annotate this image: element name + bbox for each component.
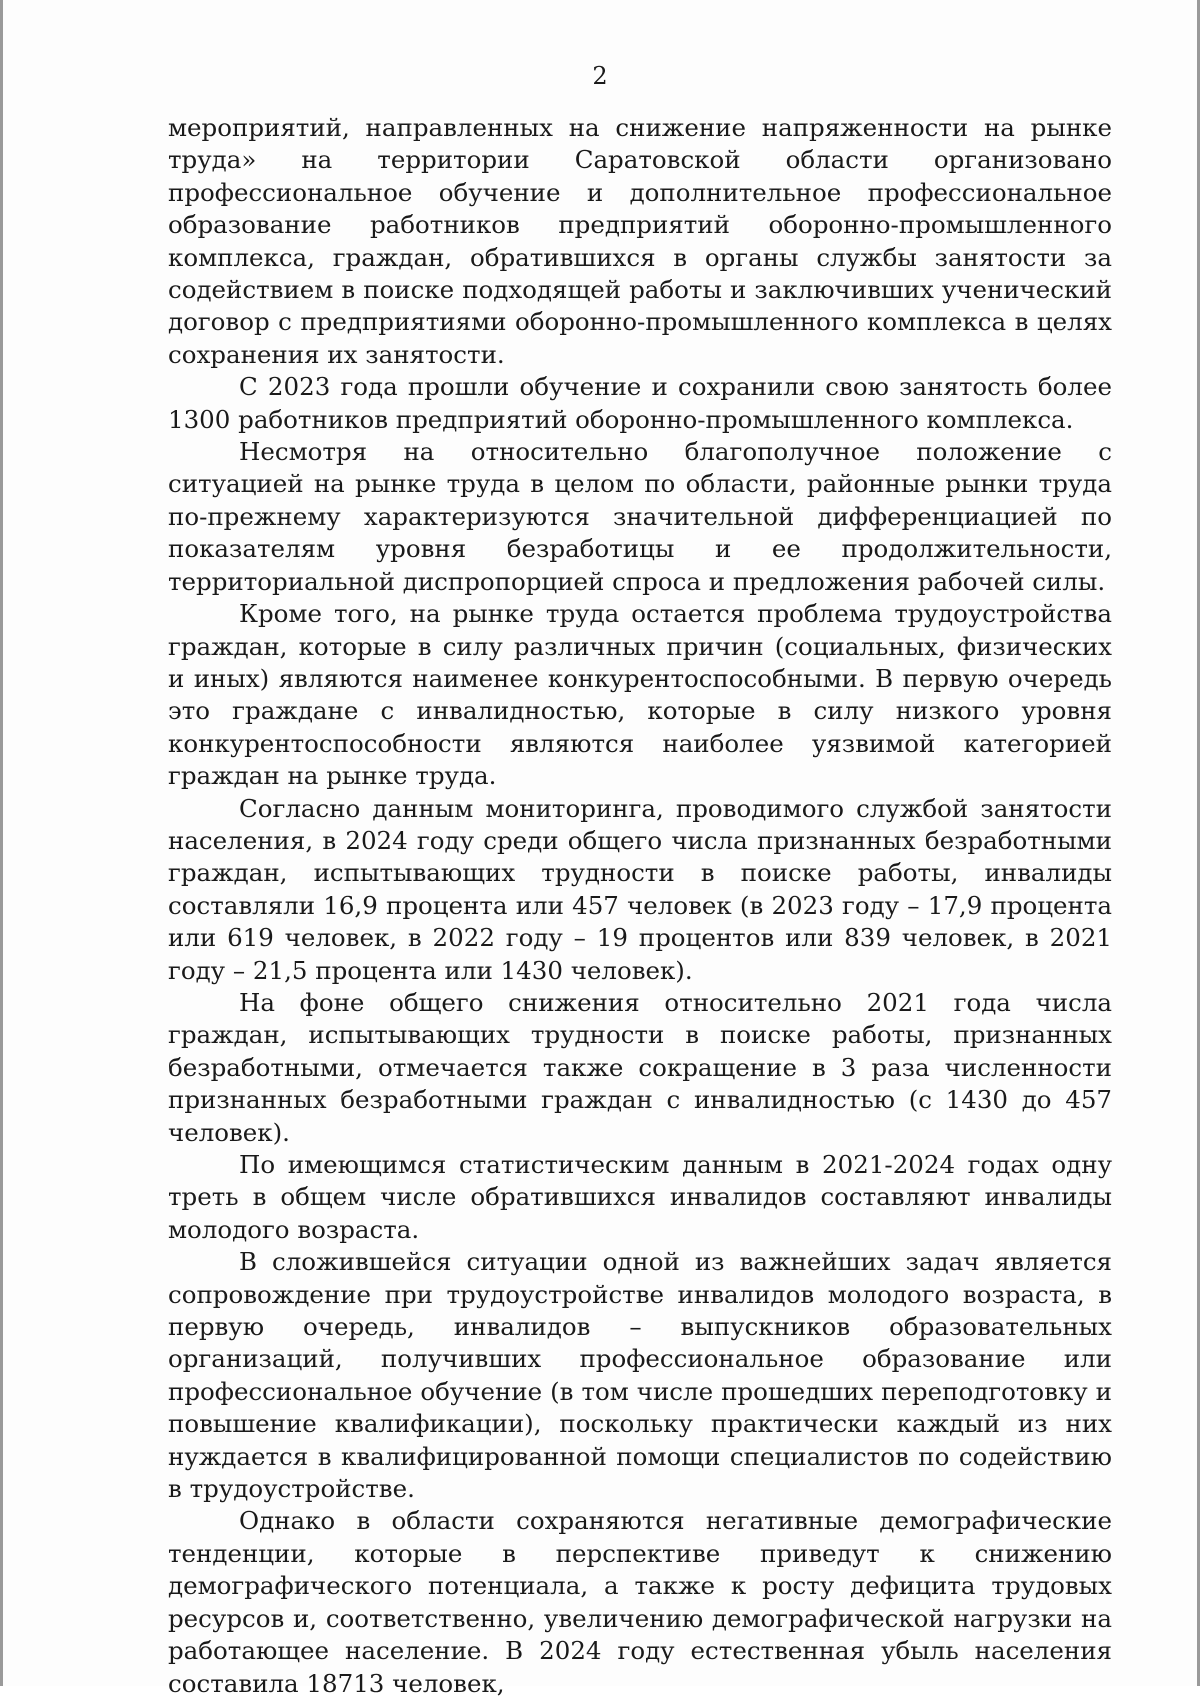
paragraph-4: Кроме того, на рынке труда остается проблема трудоустройства граждан, которые в силу различных причин (социальных, физических и иных) являются наименее конкурентоспособными. В первую очередь это граждане с инвалидностью, которые в силу низкого уровня конкурентоспособности являются наиболее уязвимой категорией граждан на рынке труда. [168,599,1112,791]
paragraph-8: В сложившейся ситуации одной из важнейших задач является сопровождение при трудоустройстве инвалидов молодого возраста, в первую очередь, инвалидов – выпускников образовательных организаций, получивших профессиональное образование или профессиональное обучение (в том числе прошедших переподготовку и повышение квалификации), поскольку практически каждый из них нуждается в квалифицированной помощи специалистов по содействию в трудоустройстве. [168,1247,1112,1504]
scan-edge-left [0,0,3,1686]
document-body [168,112,1112,1700]
paragraph-2: С 2023 года прошли обучение и сохранили свою занятость более 1300 работников предприятий оборонно-промышленного комплекса. [168,372,1112,434]
paragraph-5: Согласно данным мониторинга, проводимого службой занятости населения, в 2024 году среди общего числа признанных безработными граждан, испытывающих трудности в поиске работы, инвалиды составляли 16,9 процента или 457 человек (в 2023 году – 17,9 процента или 619 человек, в 2022 году – 19 процентов или 839 человек, в 2021 году – 21,5 процента или 1430 человек). [168,793,1112,985]
page-number: 2 [592,62,608,90]
paragraph-7: По имеющимся статистическим данным в 2021-2024 годах одну треть в общем числе обратившихся инвалидов составляют инвалиды молодого возраста. [168,1150,1112,1244]
paragraph-3: Несмотря на относительно благополучное положение с ситуацией на рынке труда в целом по области, районные рынки труда по-прежнему характеризуются значительной дифференциацией по показателям уровня безработицы и ее продолжительности, территориальной диспропорцией спроса и предложения рабочей силы. [168,437,1112,596]
paragraph-9: Однако в области сохраняются негативные демографические тенденции, которые в перспективе приведут к снижению демографического потенциала, а также к росту дефицита трудовых ресурсов и, соответственно, увеличению демографической нагрузки на работающее население. В 2024 году естественная убыль населения составила 18713 человек, [168,1506,1112,1698]
paragraph-6: На фоне общего снижения относительно 2021 года числа граждан, испытывающих трудности в поиске работы, признанных безработными, отмечается также сокращение в 3 раза численности признанных безработными граждан с инвалидностью (с 1430 до 457 человек). [168,987,1112,1147]
paragraph-1: мероприятий, направленных на снижение напряженности на рынке труда» на территории Саратовской области организовано профессиональное обучение и дополнительное профессиональное образование работников предприятий оборонно-промышленного комплекса, граждан, обратившихся в органы службы занятости за содействием в поиске подходящей работы и заключивших ученический договор с предприятиями оборонно-промышленного комплекса в целях сохранения их занятости. [168,113,1112,369]
